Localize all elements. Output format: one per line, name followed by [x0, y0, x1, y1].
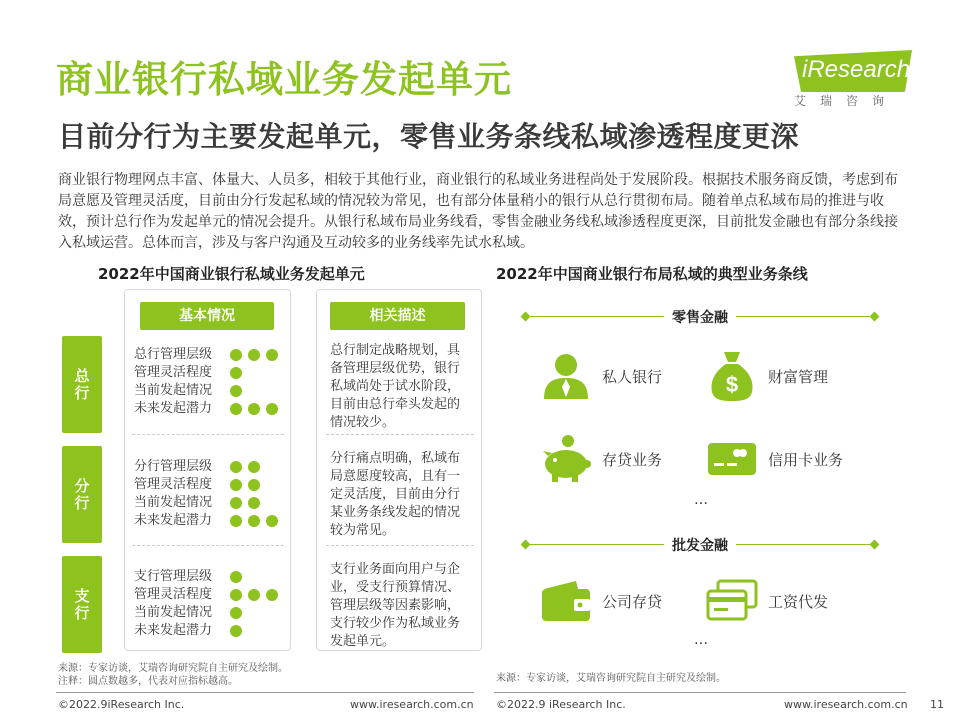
piggy-bank-icon — [540, 433, 592, 485]
svg-text:$: $ — [725, 372, 739, 397]
rating-dot — [266, 515, 278, 527]
footer-divider — [494, 692, 906, 693]
description-header: 相关描述 — [330, 302, 465, 330]
footer-divider — [56, 692, 474, 693]
payroll-card-icon — [706, 575, 758, 627]
wholesale-label: 批发金融 — [664, 538, 736, 554]
retail-more: … — [694, 492, 708, 508]
footer-url-left[interactable]: www.iresearch.com.cn — [350, 698, 474, 711]
metric-label: 未来发起潜力 — [134, 401, 213, 416]
metric-row — [134, 568, 278, 586]
logo-cn-text: 艾瑞咨询 — [794, 94, 899, 108]
metric-label: 未来发起潜力 — [134, 623, 213, 638]
left-source: 来源：专家访谈，艾瑞咨询研究院自主研究及绘制。 — [58, 663, 288, 674]
biz-label: 公司存贷 — [602, 592, 663, 611]
metric-row — [134, 382, 278, 400]
metric-label: 支行管理层级 — [134, 569, 213, 584]
retail-category-header — [522, 310, 878, 324]
rating-dot — [230, 479, 242, 491]
metric-label: 管理灵活程度 — [134, 477, 213, 492]
biz-label: 工资代发 — [768, 592, 829, 611]
row-divider — [132, 434, 284, 435]
logo-text: iResearch — [802, 56, 911, 83]
biz-label: 信用卡业务 — [768, 450, 844, 469]
metric-label: 当前发起情况 — [134, 495, 213, 510]
sub-branch-description: 支行业务面向用户与企业，受支行预算情况、管理层级等因素影响，支行较少作为私域业务发起单元。 — [330, 562, 461, 649]
rating-dots — [230, 385, 242, 397]
rating-dot — [248, 403, 260, 415]
rating-dot — [230, 571, 242, 583]
level-sub-branch: 支行 — [62, 556, 102, 653]
iresearch-logo — [764, 50, 914, 112]
rating-dot — [230, 349, 242, 361]
rating-dots — [230, 349, 278, 361]
rating-dots — [230, 625, 242, 637]
head-office-metrics — [134, 346, 278, 418]
rating-dot — [248, 589, 260, 601]
rating-dots — [230, 589, 278, 601]
intro-paragraph: 商业银行物理网点丰富、体量大、人员多，相较于其他行业，商业银行的私域业务进程尚处于发展阶段。根据技术服务商反馈，考虑到布局意愿及管理灵活度，目前由分行发起私域的情况较为常见，也有部分体量稍小的银行从总行贯彻布局。随着单点私域布局的推进与收效，预计总行作为发起单元的情况会提升。从银行私域布局业务线看，零售金融业务线私域渗透程度更深，目前批发金融也有部分条线接入私域运营。总体而言，涉及与客户沟通及互动较多的业务线率先试水私域。 — [58, 172, 898, 251]
rating-dot — [230, 367, 242, 379]
rating-dots — [230, 515, 278, 527]
rating-dots — [230, 479, 260, 491]
money-bag-icon — [706, 350, 758, 402]
biz-wealth-management — [706, 350, 828, 402]
biz-deposit-loan — [540, 433, 662, 485]
rating-dot — [230, 589, 242, 601]
rating-dots — [230, 497, 260, 509]
metric-row — [134, 512, 278, 530]
rating-dots — [230, 403, 278, 415]
biz-payroll — [706, 575, 828, 627]
biz-label: 私人银行 — [602, 367, 663, 386]
page-number: 11 — [930, 698, 944, 711]
rating-dot — [248, 515, 260, 527]
right-chart-title: 2022年中国商业银行布局私域的典型业务条线 — [496, 265, 808, 283]
wholesale-more: … — [694, 632, 708, 648]
metric-row — [134, 604, 278, 622]
row-divider — [326, 434, 474, 435]
metric-row — [134, 476, 278, 494]
rating-dot — [230, 461, 242, 473]
rating-dot — [230, 403, 242, 415]
level-head-office: 总行 — [62, 336, 102, 433]
wholesale-category-header — [522, 538, 878, 552]
metric-label: 管理灵活程度 — [134, 365, 213, 380]
metric-label: 分行管理层级 — [134, 459, 213, 474]
person-icon — [540, 350, 592, 402]
footer-copyright-right: ©2022.9 iResearch Inc. — [496, 698, 626, 711]
left-note: 注释：圆点数越多，代表对应指标越高。 — [58, 676, 238, 687]
rating-dots — [230, 607, 242, 619]
metric-row — [134, 586, 278, 604]
metric-label: 未来发起潜力 — [134, 513, 213, 528]
rating-dot — [230, 497, 242, 509]
footer-url-right[interactable]: www.iresearch.com.cn — [784, 698, 908, 711]
rating-dot — [266, 589, 278, 601]
row-divider — [132, 545, 284, 546]
rating-dot — [230, 607, 242, 619]
metric-label: 总行管理层级 — [134, 347, 213, 362]
branch-metrics — [134, 458, 278, 530]
rating-dot — [230, 385, 242, 397]
rating-dot — [230, 515, 242, 527]
basic-info-header: 基本情况 — [140, 302, 274, 330]
rating-dot — [248, 497, 260, 509]
biz-label: 存贷业务 — [602, 450, 663, 469]
biz-private-banking — [540, 350, 662, 402]
metric-row — [134, 400, 278, 418]
biz-corporate-deposit-loan — [540, 575, 662, 627]
credit-card-icon — [706, 433, 758, 485]
rating-dot — [266, 349, 278, 361]
rating-dots — [230, 571, 242, 583]
rating-dot — [230, 625, 242, 637]
metric-row — [134, 494, 278, 512]
page-subtitle: 目前分行为主要发起单元，零售业务条线私域渗透程度更深 — [58, 120, 800, 153]
biz-label: 财富管理 — [768, 367, 829, 386]
row-divider — [326, 545, 474, 546]
sub-branch-metrics — [134, 568, 278, 640]
rating-dots — [230, 461, 260, 473]
metric-row — [134, 346, 278, 364]
head-office-description: 总行制定战略规划，具备管理层级优势，银行私域尚处于试水阶段，目前由总行牵头发起的情况较少。 — [330, 343, 461, 430]
metric-row — [134, 364, 278, 382]
rating-dots — [230, 367, 242, 379]
retail-label: 零售金融 — [664, 310, 736, 326]
rating-dot — [248, 349, 260, 361]
rating-dot — [248, 479, 260, 491]
metric-label: 管理灵活程度 — [134, 587, 213, 602]
rating-dot — [266, 403, 278, 415]
branch-description: 分行痛点明确，私域布局意愿度较高，且有一定灵活度，目前由分行某业务条线发起的情况较为常见。 — [330, 451, 461, 538]
metric-label: 当前发起情况 — [134, 383, 213, 398]
left-chart-title: 2022年中国商业银行私域业务发起单元 — [98, 265, 365, 283]
level-branch: 分行 — [62, 446, 102, 543]
page-title: 商业银行私域业务发起单元 — [56, 58, 512, 101]
biz-credit-card — [706, 433, 843, 485]
metric-row — [134, 622, 278, 640]
right-source: 来源：专家访谈，艾瑞咨询研究院自主研究及绘制。 — [496, 673, 726, 684]
rating-dot — [248, 461, 260, 473]
metric-row — [134, 458, 278, 476]
metric-label: 当前发起情况 — [134, 605, 213, 620]
footer-copyright-left: ©2022.9iResearch Inc. — [58, 698, 185, 711]
wallet-icon — [540, 575, 592, 627]
